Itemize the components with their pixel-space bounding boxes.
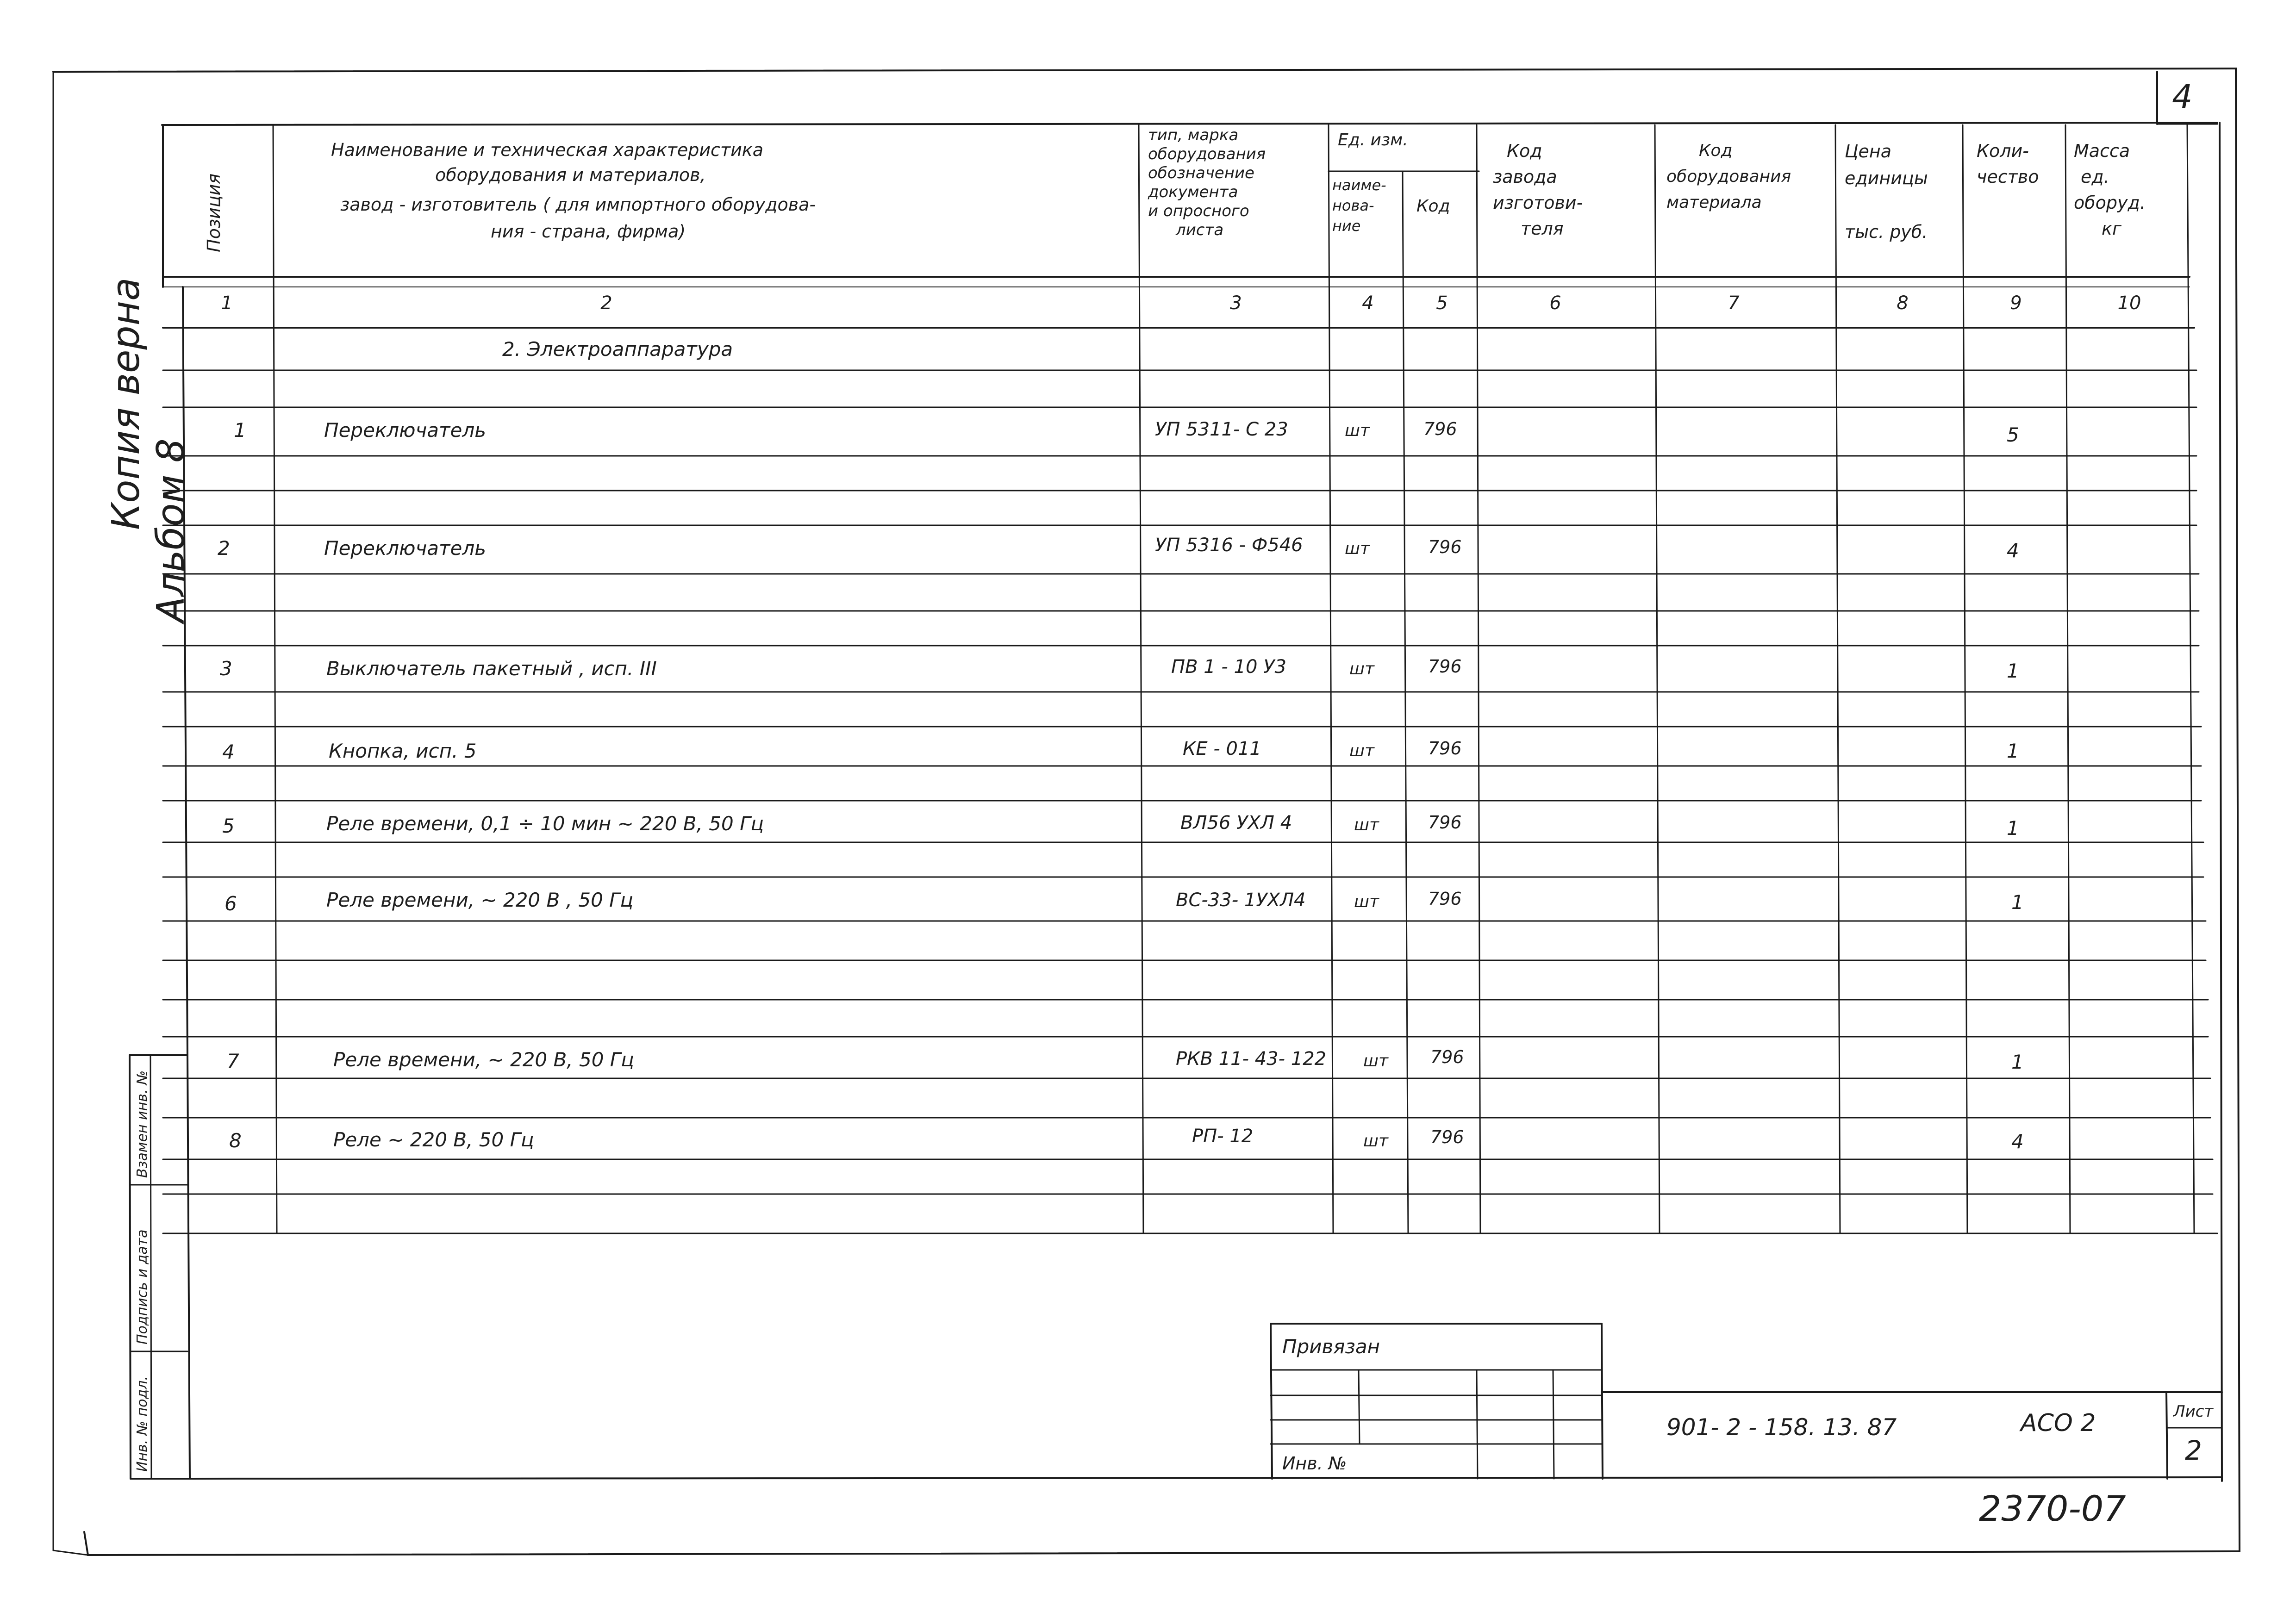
header-quantity-line2: чество (1977, 167, 2039, 187)
row-2-type: УП 5316 - Ф546 (1155, 535, 1303, 556)
header-factory-line2: завода (1493, 167, 1557, 187)
row-5-position: 5 (222, 815, 235, 837)
header-type-line2: оборудования (1148, 145, 1266, 163)
row-5-code: 796 (1428, 812, 1462, 833)
row-4-code: 796 (1428, 738, 1462, 759)
row-1-code: 796 (1423, 419, 1457, 439)
stamp-signature-date: Подпись и дата (134, 1229, 150, 1344)
row-1-position: 1 (234, 419, 246, 442)
row-7-quantity: 1 (2011, 1051, 2024, 1073)
row-6-type: ВС-33- 1УХЛ4 (1176, 890, 1306, 911)
row-5-name: Реле времени, 0,1 ÷ 10 мин ~ 220 В, 50 Гц (326, 812, 764, 835)
row-8-code: 796 (1430, 1127, 1464, 1147)
bottom-registration-number: 2370-07 (1979, 1488, 2126, 1529)
column-number-10: 10 (2117, 292, 2141, 314)
header-mass (2074, 138, 2146, 242)
header-name-line3: завод - изготовитель ( для импортного оборудова- (340, 194, 816, 215)
row-8-position: 8 (229, 1129, 242, 1152)
row-2-name: Переключатель (324, 537, 486, 560)
row-3-name: Выключатель пакетный , исп. III (326, 657, 657, 680)
document-mark: АСО 2 (2021, 1409, 2096, 1437)
header-mass-line1: Масса (2074, 141, 2130, 161)
row-8-type: РП- 12 (1192, 1126, 1254, 1147)
row-1-unit: шт (1345, 421, 1370, 440)
header-quantity-line1: Коли- (1977, 141, 2029, 161)
header-name-line2: оборудования и материалов, (435, 165, 706, 185)
row-2-quantity: 4 (2007, 539, 2019, 562)
bound-title: Привязан (1282, 1335, 1380, 1358)
row-4-quantity: 1 (2007, 740, 2019, 762)
sheet-label: Лист (2173, 1402, 2214, 1421)
row-1-type: УП 5311- С 23 (1155, 419, 1288, 440)
row-5-type: ВЛ56 УХЛ 4 (1180, 812, 1292, 834)
column-number-8: 8 (1897, 292, 1909, 314)
row-7-position: 7 (227, 1050, 239, 1072)
row-4-unit: шт (1349, 741, 1374, 760)
row-5-quantity: 1 (2007, 817, 2019, 840)
header-factory-code (1493, 138, 1583, 242)
row-3-unit: шт (1349, 660, 1374, 678)
column-number-7: 7 (1728, 292, 1740, 314)
header-type-mark (1148, 126, 1266, 240)
stamp-inventory-original: Инв. № подл. (134, 1376, 150, 1472)
row-6-name: Реле времени, ~ 220 В , 50 Гц (326, 889, 634, 911)
row-2-position: 2 (218, 537, 230, 560)
header-unit-name-line1: наиме- (1332, 176, 1386, 194)
header-type-line4: документа (1148, 183, 1238, 201)
row-4-position: 4 (222, 740, 235, 763)
sheet-number: 2 (2185, 1435, 2202, 1466)
header-unit-code: Код (1416, 197, 1450, 216)
header-equipment-line1: Код (1699, 141, 1733, 160)
row-8-unit: шт (1363, 1132, 1388, 1151)
row-2-unit: шт (1345, 539, 1370, 558)
header-position: Позиция (204, 173, 224, 252)
row-8-name: Реле ~ 220 В, 50 Гц (333, 1128, 534, 1151)
header-quantity (1977, 138, 2039, 190)
header-price-line2: единицы (1845, 168, 1928, 188)
sheet-corner-number: 4 (2172, 78, 2193, 116)
bound-inventory-label: Инв. № (1282, 1453, 1347, 1474)
header-mass-line4: кг (2102, 218, 2121, 239)
row-4-type: КЕ - 011 (1183, 738, 1261, 759)
header-equipment-code (1666, 138, 1791, 216)
header-unit-group: Ед. изм. (1338, 131, 1408, 149)
header-factory-line3: изготови- (1493, 193, 1583, 213)
row-7-code: 796 (1430, 1047, 1464, 1067)
header-equipment-line3: материала (1666, 193, 1762, 212)
column-number-2: 2 (600, 292, 612, 314)
header-unit-name-line2: нова- (1332, 197, 1374, 214)
copy-verified-annotation: Копия верна (104, 277, 148, 530)
header-mass-line3: оборуд. (2074, 193, 2146, 213)
row-6-quantity: 1 (2011, 891, 2024, 914)
header-price-line1: Цена (1845, 141, 1892, 162)
header-unit-name-line3: ние (1332, 217, 1361, 235)
column-number-5: 5 (1436, 292, 1448, 314)
row-3-position: 3 (220, 657, 232, 680)
section-title: 2. Электроаппаратура (502, 338, 733, 361)
album-annotation: Альбом 8 (149, 438, 193, 622)
row-7-unit: шт (1363, 1052, 1388, 1070)
header-mass-line2: ед. (2081, 167, 2109, 187)
row-1-quantity: 5 (2007, 423, 2019, 446)
header-equipment-line2: оборудования (1666, 167, 1791, 186)
column-number-3: 3 (1230, 292, 1242, 314)
header-factory-line4: теля (1521, 218, 1564, 239)
row-3-code: 796 (1428, 656, 1462, 677)
document-code: 901- 2 - 158. 13. 87 (1666, 1414, 1897, 1441)
row-6-code: 796 (1428, 889, 1462, 909)
header-price (1845, 138, 1928, 245)
row-1-name: Переключатель (324, 419, 486, 442)
row-7-type: РКВ 11- 43- 122 (1176, 1048, 1327, 1070)
header-unit-name (1332, 175, 1386, 236)
header-type-line5: и опросного (1148, 202, 1249, 220)
row-6-position: 6 (225, 892, 237, 915)
row-5-unit: шт (1354, 815, 1379, 834)
header-name-line4: ния - страна, фирма) (491, 221, 686, 242)
header-type-line3: обозначение (1148, 164, 1254, 182)
header-type-line1: тип, марка (1148, 126, 1239, 144)
row-2-code: 796 (1428, 537, 1462, 557)
row-7-name: Реле времени, ~ 220 В, 50 Гц (333, 1048, 634, 1071)
row-3-quantity: 1 (2007, 660, 2019, 682)
column-number-9: 9 (2010, 292, 2022, 314)
row-3-type: ПВ 1 - 10 У3 (1171, 656, 1286, 678)
row-4-name: Кнопка, исп. 5 (329, 740, 477, 762)
column-number-4: 4 (1362, 292, 1374, 314)
column-number-1: 1 (221, 292, 233, 314)
stamp-replaced-inventory: Взамен инв. № (134, 1070, 150, 1178)
row-6-unit: шт (1354, 892, 1379, 911)
row-8-quantity: 4 (2011, 1130, 2024, 1153)
column-number-6: 6 (1549, 292, 1561, 314)
header-name-line1: Наименование и техническая характеристика (331, 140, 764, 160)
header-price-line3: тыс. руб. (1845, 222, 1928, 242)
header-factory-line1: Код (1507, 141, 1542, 161)
header-type-line6: листа (1176, 221, 1224, 239)
